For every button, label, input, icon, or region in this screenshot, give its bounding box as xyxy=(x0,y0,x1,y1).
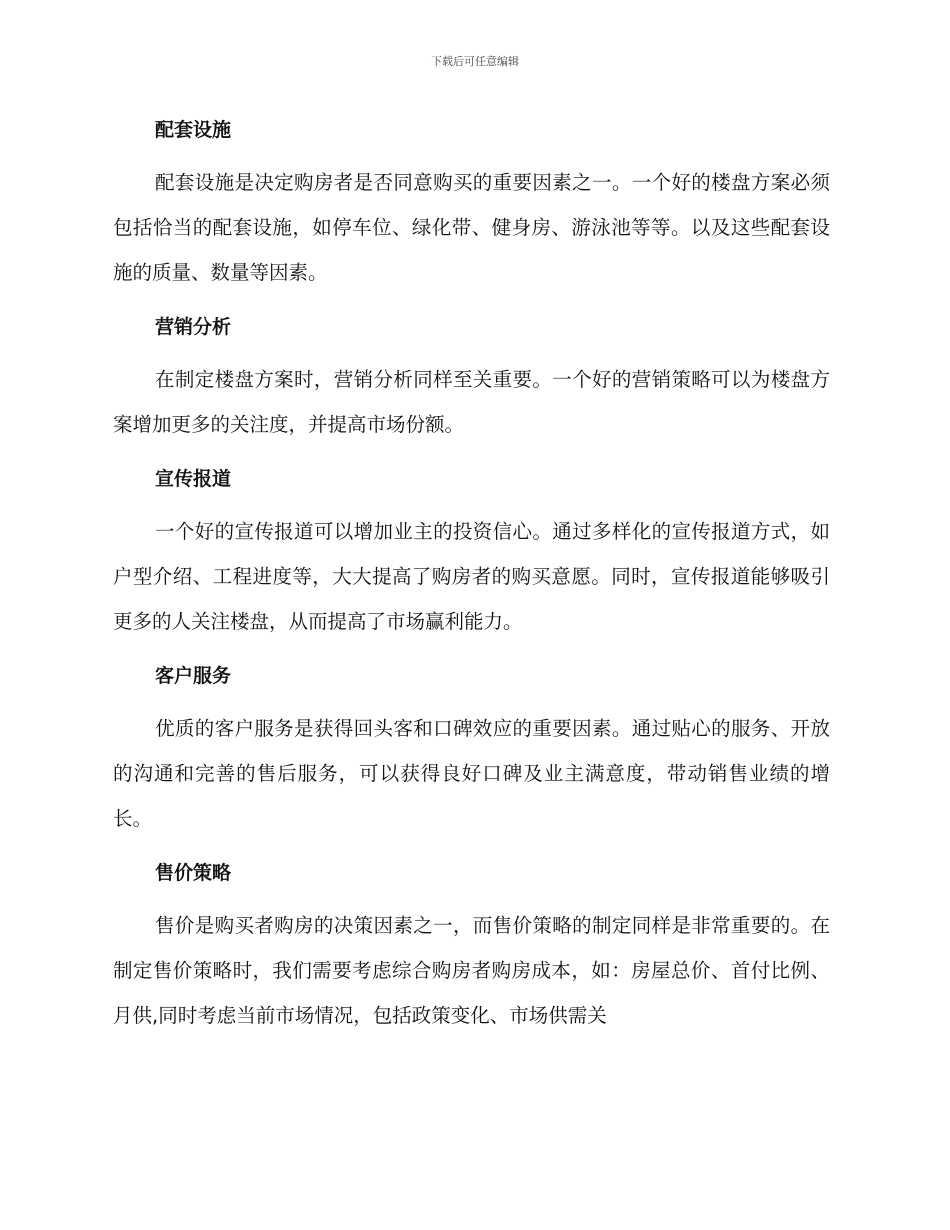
section-heading-customer-service: 客户服务 xyxy=(155,665,232,687)
section-body-pricing: 售价是购买者购房的决策因素之一，而售价策略的制定同样是非常重要的。在制定售价策略时，我们需要考虑综合购房者购房成本，如：房屋总价、首付比例、月供,同时考虑当前市场情况，包括政策变化、市场供需关 xyxy=(113,914,830,1027)
section-body-customer-service: 优质的客户服务是获得回头客和口碑效应的重要因素。通过贴心的服务、开放的沟通和完善的售后服务，可以获得良好口碑及业主满意度，带动销售业绩的增长。 xyxy=(113,717,830,830)
document-content xyxy=(113,110,830,1038)
section-heading-facilities: 配套设施 xyxy=(155,119,232,141)
section-heading-marketing: 营销分析 xyxy=(155,316,232,338)
page-header-note: 下载后可任意编辑 xyxy=(431,55,519,68)
section-heading-pricing: 售价策略 xyxy=(155,862,232,884)
section-body-facilities: 配套设施是决定购房者是否同意购买的重要因素之一。一个好的楼盘方案必须包括恰当的配套设施，如停车位、绿化带、健身房、游泳池等等。以及这些配套设施的质量、数量等因素。 xyxy=(113,171,830,284)
section-body-marketing: 在制定楼盘方案时，营销分析同样至关重要。一个好的营销策略可以为楼盘方案增加更多的关注度，并提高市场份额。 xyxy=(113,368,830,436)
section-heading-publicity: 宣传报道 xyxy=(155,468,232,490)
section-body-publicity: 一个好的宣传报道可以增加业主的投资信心。通过多样化的宣传报道方式，如户型介绍、工程进度等，大大提高了购房者的购买意愿。同时，宣传报道能够吸引更多的人关注楼盘，从而提高了市场赢利能力。 xyxy=(113,520,830,633)
